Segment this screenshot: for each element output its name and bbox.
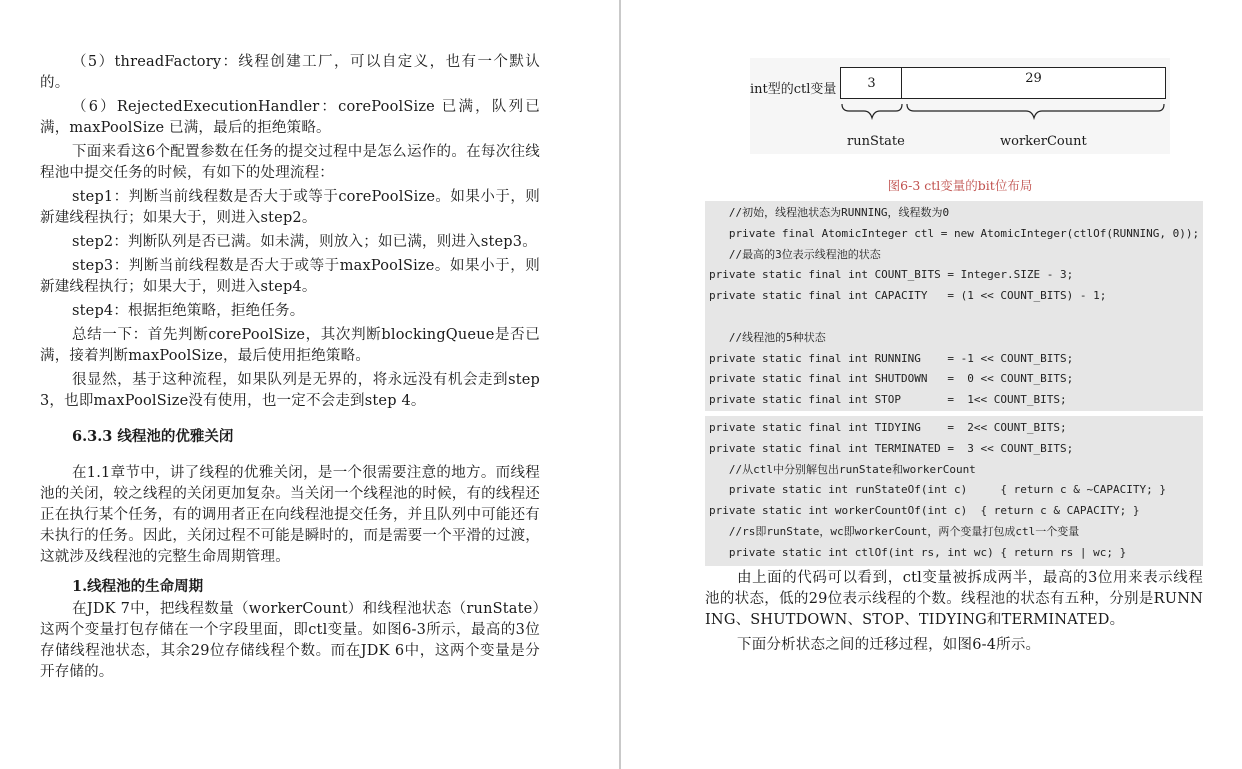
- code-line: private static final int TIDYING = 2<< COUNT_BITS;: [709, 421, 1067, 434]
- code-block: [705, 201, 1203, 411]
- code-line: //线程池的5种状态: [709, 330, 826, 344]
- code-line: private static int ctlOf(int rs, int wc) { return rs | wc; }: [709, 545, 1127, 559]
- code-line: [709, 307, 1199, 328]
- subsection-heading: 1.线程池的生命周期: [72, 578, 204, 595]
- code-line: private static final int RUNNING = -1 << COUNT_BITS;: [709, 351, 1074, 365]
- figure-label: int型的ctl变量: [750, 82, 837, 97]
- code-line: private final AtomicInteger ctl = new AtomicInteger(ctlOf(RUNNING, 0));: [709, 226, 1199, 240]
- paragraph: step2：判断队列是否已满。如未满，则放入；如已满，则进入step3。: [72, 234, 537, 250]
- code-line: private static final int COUNT_BITS = Integer.SIZE - 3;: [709, 268, 1074, 282]
- paragraph: 由上面的代码可以看到，ctl变量被拆成两半，最高的3位用来表示线程池的状态，低的29位表示线程的个数。线程池的状态有五种，分别是RUNNING、SHUTDOWN、STOP、TIDYING和TERMINATED。: [705, 570, 1203, 628]
- code-line: private static int runStateOf(int c) { return c & ~CAPACITY; }: [709, 483, 1166, 497]
- code-line: private static final int SHUTDOWN = 0 << COUNT_BITS;: [709, 372, 1074, 386]
- paragraph: （5）threadFactory：线程创建工厂，可以自定义，也有一个默认的。: [40, 54, 540, 91]
- figure-caption: 图6-3 ctl变量的bit位布局: [887, 178, 1033, 193]
- code-line: //初始，线程池状态为RUNNING，线程数为0: [709, 206, 950, 219]
- paragraph: step4：根据拒绝策略，拒绝任务。: [72, 303, 305, 319]
- run-state-label: runState: [847, 134, 905, 149]
- paragraph: （6）RejectedExecutionHandler：corePoolSize 已满，队列已满，maxPoolSize 已满，最后的拒绝策略。: [40, 99, 540, 136]
- code-line: //rs即runState，wc即workerCount，两个变量打包成ctl一个变量: [709, 524, 1080, 538]
- worker-count-bits-value: 29: [1025, 70, 1042, 86]
- paragraph: 很显然，基于这种流程，如果队列是无界的，将永远没有机会走到step 3，也即maxPoolSize没有使用，也一定不会走到step 4。: [40, 372, 540, 409]
- paragraph: 在JDK 7中，把线程数量（workerCount）和线程池状态（runState）这两个变量打包存储在一个字段里面，即ctl变量。如图6-3所示，最高的3位存储线程池状态，其余29位存储线程个数。而在JDK 6中，这两个变量是分开存储的。: [40, 601, 540, 680]
- paragraph: 总结一下：首先判断corePoolSize，其次判断blockingQueue是否已满，接着判断maxPoolSize，最后使用拒绝策略。: [40, 327, 540, 364]
- paragraph: 下面来看这6个配置参数在任务的提交过程中是怎么运作的。在每次往线程池中提交任务的时候，有如下的处理流程：: [40, 144, 540, 181]
- ctl-bit-layout-figure: [750, 58, 1170, 154]
- paragraph: 下面分析状态之间的迁移过程，如图6-4所示。: [737, 637, 1041, 653]
- section-heading: 6.3.3 线程池的优雅关闭: [72, 428, 234, 445]
- brace-lines: [750, 58, 1170, 154]
- paragraph: step1：判断当前线程数是否大于或等于corePoolSize。如果小于，则新建线程执行；如果大于，则进入step2。: [40, 189, 540, 226]
- left-page: [40, 52, 540, 686]
- code-line: private static final int TERMINATED = 3 << COUNT_BITS;: [709, 441, 1074, 455]
- paragraph: step3：判断当前线程数是否大于或等于maxPoolSize。如果小于，则新建线程执行；如果大于，则进入step4。: [40, 258, 540, 295]
- run-state-bits-value: 3: [867, 75, 876, 91]
- paragraph: 在1.1章节中，讲了线程的优雅关闭，是一个很需要注意的地方。而线程池的关闭，较之线程的关闭更加复杂。当关闭一个线程池的时候，有的线程还正在执行某个任务，有的调用者正在向线程池提交任务，并且队列中可能还有未执行的任务。因此，关闭过程不可能是瞬时的，而是需要一个平滑的过渡，这就涉及线程池的完整生命周期管理。: [40, 465, 540, 565]
- right-page-text: [705, 568, 1203, 659]
- code-line: private static final int CAPACITY = (1 << COUNT_BITS) - 1;: [709, 289, 1107, 303]
- code-line: //从ctl中分别解包出runState和workerCount: [709, 462, 976, 476]
- page-divider: [619, 0, 621, 769]
- code-block: [705, 416, 1203, 566]
- code-line: private static int workerCountOf(int c) { return c & CAPACITY; }: [709, 504, 1140, 518]
- code-line: //最高的3位表示线程池的状态: [709, 247, 881, 261]
- code-line: private static final int STOP = 1<< COUNT_BITS;: [709, 393, 1067, 407]
- worker-count-label: workerCount: [1000, 134, 1087, 149]
